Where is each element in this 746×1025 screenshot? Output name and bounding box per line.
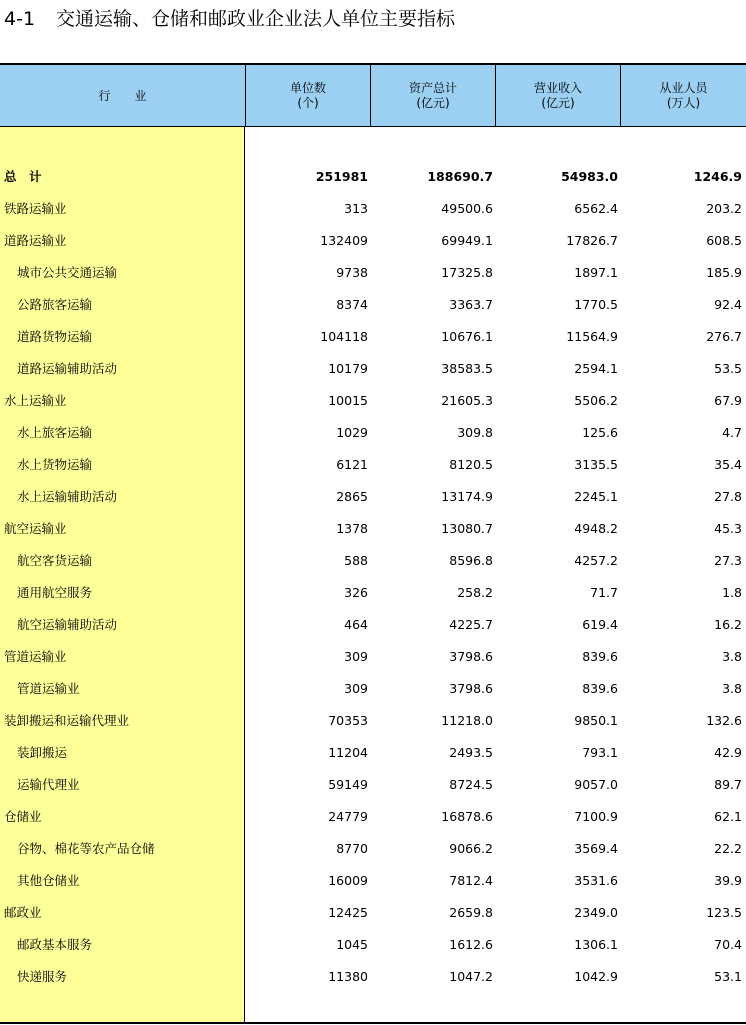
header-employees — [620, 65, 746, 127]
revenue-cell: 2349.0 — [574, 905, 618, 920]
revenue-cell: 11564.9 — [566, 329, 618, 344]
assets-cell: 258.2 — [457, 585, 493, 600]
employees-cell: 67.9 — [714, 393, 742, 408]
assets-cell: 2493.5 — [449, 745, 493, 760]
revenue-cell: 1042.9 — [574, 969, 618, 984]
assets-cell: 8120.5 — [449, 457, 493, 472]
assets-cell: 8596.8 — [449, 553, 493, 568]
industry-label: 运输代理业 — [17, 777, 80, 792]
employees-cell: 53.1 — [714, 969, 742, 984]
units-cell: 8374 — [336, 297, 368, 312]
table-row — [0, 641, 746, 673]
industry-label: 道路运输辅助活动 — [17, 361, 118, 376]
assets-cell: 17325.8 — [441, 265, 493, 280]
revenue-cell: 839.6 — [582, 649, 618, 664]
employees-cell: 62.1 — [714, 809, 742, 824]
industry-label: 谷物、棉花等农产品仓储 — [17, 841, 155, 856]
industry-label: 管道运输业 — [4, 649, 67, 664]
data-table — [0, 63, 746, 1025]
revenue-cell: 1770.5 — [574, 297, 618, 312]
units-cell: 1378 — [336, 521, 368, 536]
table-row — [0, 833, 746, 865]
table-row — [0, 321, 746, 353]
industry-label: 道路货物运输 — [17, 329, 93, 344]
table-row — [0, 673, 746, 705]
table-row — [0, 897, 746, 929]
units-cell: 12425 — [328, 905, 368, 920]
assets-cell: 7812.4 — [449, 873, 493, 888]
employees-cell: 3.8 — [722, 681, 742, 696]
assets-cell: 16878.6 — [441, 809, 493, 824]
table-row — [0, 801, 746, 833]
assets-cell: 188690.7 — [427, 169, 493, 184]
assets-cell: 69949.1 — [441, 233, 493, 248]
header-employees-unit: (万人) — [666, 96, 701, 110]
header-industry — [0, 65, 245, 127]
table-title-text: 交通运输、仓储和邮政业企业法人单位主要指标 — [56, 8, 456, 30]
units-cell: 59149 — [328, 777, 368, 792]
assets-cell: 2659.8 — [449, 905, 493, 920]
table-row — [0, 577, 746, 609]
table-bottom-rule — [0, 1022, 746, 1024]
assets-cell: 4225.7 — [449, 617, 493, 632]
revenue-cell: 71.7 — [590, 585, 618, 600]
industry-label: 其他仓储业 — [17, 873, 80, 888]
employees-cell: 70.4 — [714, 937, 742, 952]
units-cell: 464 — [344, 617, 368, 632]
assets-cell: 1047.2 — [449, 969, 493, 984]
header-industry-label: 行 业 — [98, 88, 147, 103]
revenue-cell: 3531.6 — [574, 873, 618, 888]
employees-cell: 35.4 — [714, 457, 742, 472]
employees-cell: 608.5 — [706, 233, 742, 248]
header-units — [245, 65, 370, 127]
industry-label: 公路旅客运输 — [17, 297, 93, 312]
industry-label: 航空客货运输 — [17, 553, 93, 568]
units-cell: 132409 — [320, 233, 368, 248]
industry-label: 快递服务 — [17, 969, 68, 984]
employees-cell: 4.7 — [722, 425, 742, 440]
table-row — [0, 385, 746, 417]
assets-cell: 3798.6 — [449, 649, 493, 664]
employees-cell: 123.5 — [706, 905, 742, 920]
industry-label: 装卸搬运和运输代理业 — [4, 713, 130, 728]
units-cell: 251981 — [315, 169, 368, 184]
revenue-cell: 4948.2 — [574, 521, 618, 536]
units-cell: 70353 — [328, 713, 368, 728]
employees-cell: 42.9 — [714, 745, 742, 760]
assets-cell: 3798.6 — [449, 681, 493, 696]
assets-cell: 3363.7 — [449, 297, 493, 312]
table-row — [0, 289, 746, 321]
industry-label: 水上运输业 — [4, 393, 67, 408]
industry-label: 航空运输辅助活动 — [17, 617, 118, 632]
units-cell: 9738 — [336, 265, 368, 280]
table-row — [0, 961, 746, 993]
table-row — [0, 193, 746, 225]
units-cell: 309 — [344, 681, 368, 696]
table-row — [0, 417, 746, 449]
units-cell: 2865 — [336, 489, 368, 504]
industry-label: 水上旅客运输 — [17, 425, 93, 440]
industry-label: 装卸搬运 — [17, 745, 68, 760]
header-employees-label: 从业人员 — [659, 81, 708, 95]
revenue-cell: 3569.4 — [574, 841, 618, 856]
revenue-cell: 1897.1 — [574, 265, 618, 280]
table-number: 4-1 — [4, 8, 36, 30]
table-row — [0, 769, 746, 801]
revenue-cell: 9057.0 — [574, 777, 618, 792]
table-row — [0, 737, 746, 769]
table-row — [0, 449, 746, 481]
employees-cell: 22.2 — [714, 841, 742, 856]
units-cell: 11204 — [328, 745, 368, 760]
units-cell: 1029 — [336, 425, 368, 440]
employees-cell: 185.9 — [706, 265, 742, 280]
industry-label: 管道运输业 — [17, 681, 80, 696]
units-cell: 10179 — [328, 361, 368, 376]
industry-label: 道路运输业 — [4, 233, 67, 248]
table-row — [0, 513, 746, 545]
assets-cell: 9066.2 — [449, 841, 493, 856]
assets-cell: 21605.3 — [441, 393, 493, 408]
assets-cell: 309.8 — [457, 425, 493, 440]
table-row — [0, 481, 746, 513]
revenue-cell: 9850.1 — [574, 713, 618, 728]
units-cell: 6121 — [336, 457, 368, 472]
revenue-cell: 1306.1 — [574, 937, 618, 952]
industry-label: 总 计 — [4, 169, 42, 184]
employees-cell: 3.8 — [722, 649, 742, 664]
industry-label: 邮政基本服务 — [17, 937, 93, 952]
table-row — [0, 545, 746, 577]
revenue-cell: 5506.2 — [574, 393, 618, 408]
units-cell: 1045 — [336, 937, 368, 952]
revenue-cell: 793.1 — [582, 745, 618, 760]
table-row — [0, 353, 746, 385]
table-row — [0, 161, 746, 193]
employees-cell: 92.4 — [714, 297, 742, 312]
units-cell: 326 — [344, 585, 368, 600]
revenue-cell: 6562.4 — [574, 201, 618, 216]
table-row — [0, 225, 746, 257]
units-cell: 104118 — [320, 329, 368, 344]
revenue-cell: 839.6 — [582, 681, 618, 696]
header-units-label: 单位数 — [289, 81, 326, 95]
employees-cell: 16.2 — [714, 617, 742, 632]
assets-cell: 38583.5 — [441, 361, 493, 376]
revenue-cell: 4257.2 — [574, 553, 618, 568]
industry-label: 邮政业 — [4, 905, 42, 920]
header-revenue-unit: (亿元) — [541, 96, 575, 110]
units-cell: 313 — [344, 201, 368, 216]
industry-label: 铁路运输业 — [4, 201, 67, 216]
units-cell: 11380 — [328, 969, 368, 984]
employees-cell: 276.7 — [706, 329, 742, 344]
employees-cell: 53.5 — [714, 361, 742, 376]
assets-cell: 13174.9 — [441, 489, 493, 504]
industry-label: 航空运输业 — [4, 521, 67, 536]
employees-cell: 1.8 — [722, 585, 742, 600]
units-cell: 588 — [344, 553, 368, 568]
revenue-cell: 54983.0 — [561, 169, 618, 184]
revenue-cell: 2245.1 — [574, 489, 618, 504]
table-title — [4, 6, 455, 32]
industry-label: 通用航空服务 — [17, 585, 93, 600]
header-assets — [370, 65, 495, 127]
table-row — [0, 865, 746, 897]
assets-cell: 1612.6 — [449, 937, 493, 952]
revenue-cell: 2594.1 — [574, 361, 618, 376]
employees-cell: 27.3 — [714, 553, 742, 568]
header-revenue — [495, 65, 620, 127]
table-row — [0, 257, 746, 289]
table-header — [0, 63, 746, 127]
table-row — [0, 929, 746, 961]
employees-cell: 89.7 — [714, 777, 742, 792]
table-row — [0, 609, 746, 641]
revenue-cell: 3135.5 — [574, 457, 618, 472]
header-units-unit: (个) — [297, 96, 319, 110]
employees-cell: 39.9 — [714, 873, 742, 888]
assets-cell: 10676.1 — [441, 329, 493, 344]
employees-cell: 1246.9 — [693, 169, 742, 184]
industry-label: 城市公共交通运输 — [17, 265, 118, 280]
industry-label: 水上货物运输 — [17, 457, 93, 472]
units-cell: 16009 — [328, 873, 368, 888]
units-cell: 309 — [344, 649, 368, 664]
employees-cell: 203.2 — [706, 201, 742, 216]
units-cell: 24779 — [328, 809, 368, 824]
header-assets-unit: (亿元) — [416, 96, 450, 110]
revenue-cell: 17826.7 — [566, 233, 618, 248]
employees-cell: 132.6 — [706, 713, 742, 728]
assets-cell: 8724.5 — [449, 777, 493, 792]
assets-cell: 11218.0 — [441, 713, 493, 728]
header-assets-label: 资产总计 — [408, 81, 457, 95]
revenue-cell: 7100.9 — [574, 809, 618, 824]
header-revenue-label: 营业收入 — [533, 81, 582, 95]
revenue-cell: 125.6 — [582, 425, 618, 440]
employees-cell: 45.3 — [714, 521, 742, 536]
units-cell: 8770 — [336, 841, 368, 856]
assets-cell: 13080.7 — [441, 521, 493, 536]
units-cell: 10015 — [328, 393, 368, 408]
assets-cell: 49500.6 — [441, 201, 493, 216]
employees-cell: 27.8 — [714, 489, 742, 504]
industry-label: 水上运输辅助活动 — [17, 489, 118, 504]
table-row — [0, 705, 746, 737]
industry-label: 仓储业 — [4, 809, 42, 824]
revenue-cell: 619.4 — [582, 617, 618, 632]
